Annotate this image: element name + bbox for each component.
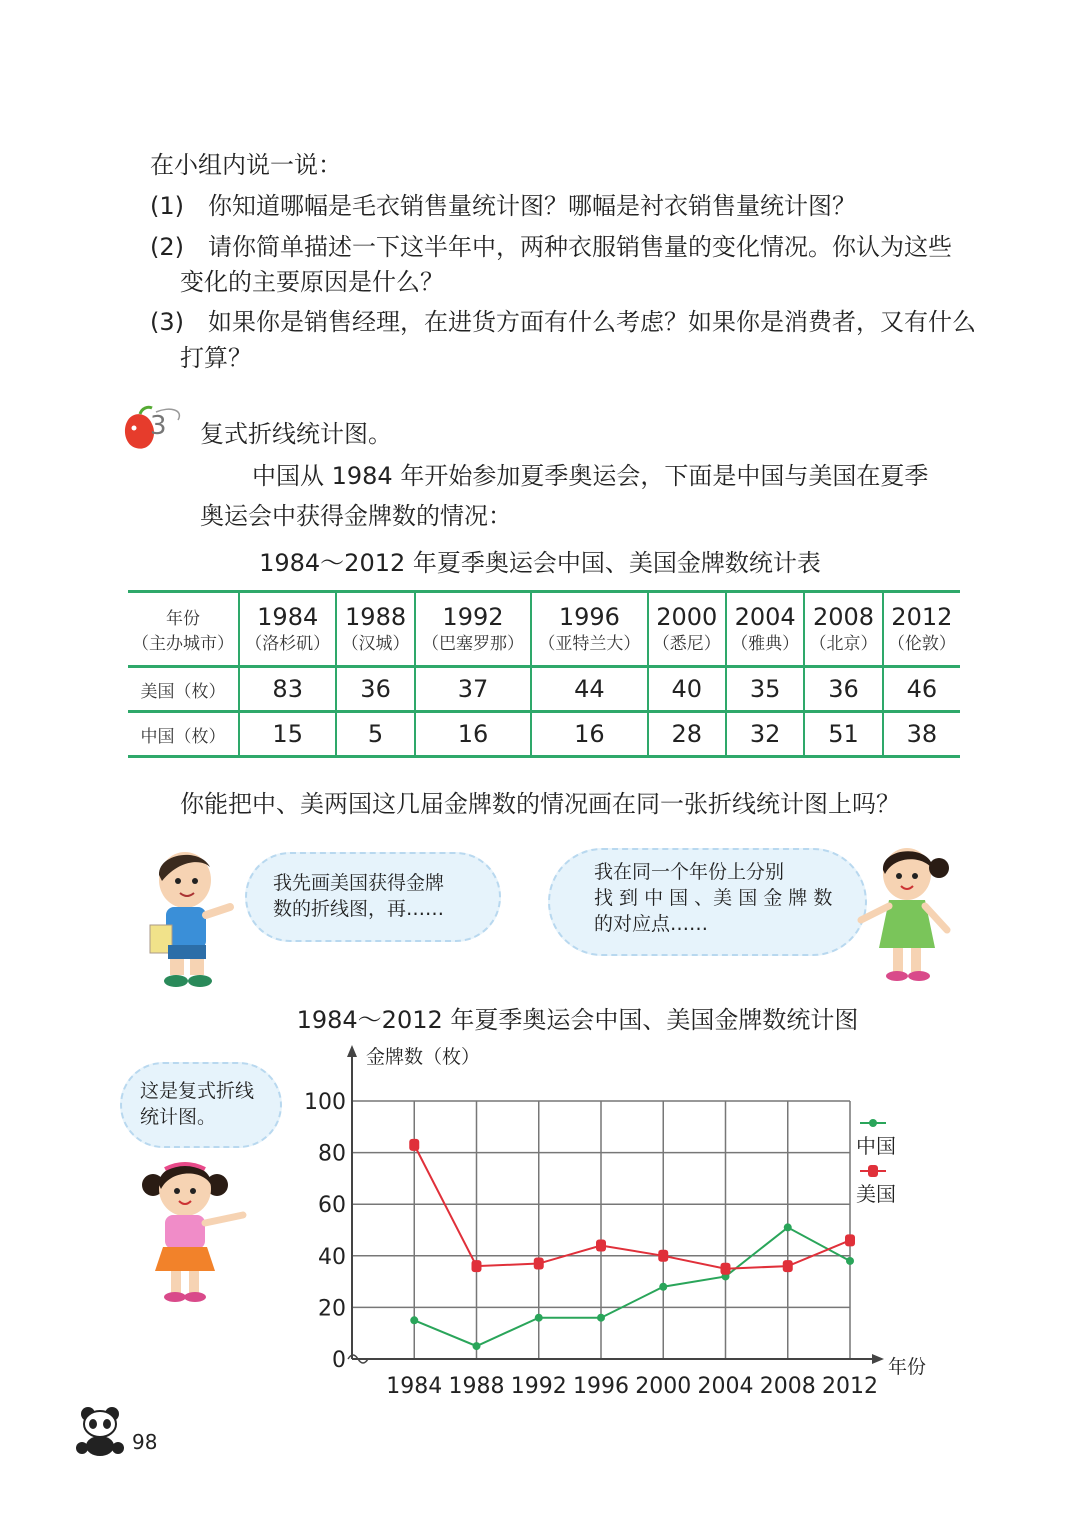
table-header-row (128, 592, 960, 667)
data-point-usa (534, 1258, 544, 1270)
boy-speech-line-1: 我先画美国获得金牌 (273, 872, 445, 894)
header-cell (804, 592, 882, 667)
china-cell: 5 (336, 712, 414, 757)
header-cell (883, 592, 960, 667)
boy-speech-bubble (245, 852, 501, 942)
x-tick-label: 2000 (635, 1374, 692, 1399)
page-number: 98 (132, 1430, 158, 1454)
row-label-cell (128, 667, 239, 712)
china-cell: 32 (726, 712, 804, 757)
data-point-usa (658, 1250, 668, 1262)
x-axis-arrow (872, 1354, 884, 1364)
chart-ticks (304, 1090, 878, 1399)
girl-speech-line-3: 的对应点…… (594, 913, 709, 935)
section-number: 3 (150, 411, 167, 441)
x-tick-label: 2012 (822, 1374, 878, 1399)
data-point-china (473, 1342, 481, 1350)
year-label: 1992 (442, 603, 504, 631)
y-axis-arrow (347, 1045, 357, 1057)
y-tick-label: 80 (318, 1141, 346, 1167)
question-2 (150, 227, 952, 262)
header-cell (531, 592, 647, 667)
section-number-badge (118, 402, 188, 454)
question-2-text: 请你简单描述一下这半年中，两种衣服销售量的变化情况。你认为这些 (208, 233, 952, 261)
gold-medal-table (128, 590, 960, 758)
header-cell (336, 592, 414, 667)
x-tick-label: 1988 (448, 1374, 505, 1399)
question-3-number: (3) (150, 308, 184, 336)
x-axis-label: 年份 (888, 1356, 927, 1378)
x-tick-label: 1996 (573, 1374, 629, 1399)
girl-speech-bubble (548, 848, 867, 956)
year-label: 2000 (656, 603, 718, 631)
header-label-year: 年份 (166, 609, 200, 629)
girl2-speech-bubble (120, 1062, 282, 1148)
china-cell: 16 (415, 712, 531, 757)
year-label: 1988 (345, 603, 407, 631)
question-3 (150, 302, 976, 337)
header-cell (648, 592, 726, 667)
row-label-china: 中国（枚） (140, 727, 226, 747)
legend-label: 中国 (856, 1134, 896, 1158)
section-title: 复式折线统计图。 (200, 420, 392, 448)
legend-label: 美国 (856, 1182, 896, 1206)
data-point-usa (409, 1139, 419, 1151)
header-cell (239, 592, 336, 667)
x-tick-label: 1992 (510, 1374, 567, 1399)
city-label: （北京） (809, 634, 878, 654)
pointing-girl-illustration (135, 1155, 255, 1305)
year-label: 2008 (812, 603, 875, 631)
year-label: 2012 (891, 603, 953, 631)
usa-cell: 35 (726, 667, 804, 712)
china-cell: 38 (883, 712, 960, 757)
city-label: （伦敦） (887, 634, 956, 654)
boy-illustration (140, 845, 240, 990)
question-1-number: (1) (150, 192, 184, 220)
year-label: 2004 (734, 603, 796, 631)
legend-marker (868, 1165, 878, 1177)
girl-illustration (855, 840, 955, 985)
panda-icon (72, 1402, 128, 1458)
year-label: 1984 (257, 603, 319, 631)
data-point-usa (721, 1263, 731, 1275)
data-point-usa (783, 1260, 793, 1272)
china-cell: 16 (531, 712, 647, 757)
x-tick-label: 2008 (759, 1374, 816, 1399)
question-2-number: (2) (150, 233, 184, 261)
y-axis-label: 金牌数（枚） (366, 1046, 481, 1068)
series-line-china (414, 1227, 850, 1346)
x-tick-label: 2004 (697, 1374, 754, 1399)
data-point-china (846, 1257, 854, 1265)
city-label: （汉城） (341, 634, 410, 654)
china-cell: 15 (239, 712, 336, 757)
usa-cell: 46 (883, 667, 960, 712)
data-point-usa (596, 1239, 606, 1251)
question-1 (150, 186, 856, 221)
boy-speech-line-2: 数的折线图，再…… (273, 898, 445, 920)
data-point-usa (845, 1234, 855, 1246)
data-point-china (410, 1316, 418, 1324)
girl2-speech-line-2: 统计图。 (140, 1106, 217, 1128)
prompt-question: 你能把中、美两国这几届金牌数的情况画在同一张折线统计图上吗？ (180, 790, 900, 818)
table-row-usa (128, 667, 960, 712)
usa-cell: 36 (804, 667, 882, 712)
china-cell: 51 (804, 712, 882, 757)
data-point-china (535, 1314, 543, 1322)
data-point-china (659, 1283, 667, 1291)
question-2-cont: 变化的主要原因是什么？ (180, 268, 444, 296)
usa-cell: 40 (648, 667, 726, 712)
header-label-cell (128, 592, 239, 667)
row-label-cell (128, 712, 239, 757)
city-label: （巴塞罗那） (421, 634, 524, 654)
question-3-cont: 打算？ (180, 344, 252, 372)
legend-marker (869, 1119, 877, 1127)
city-label: （雅典） (731, 634, 800, 654)
data-point-china (597, 1314, 605, 1322)
section-paragraph: 中国从 1984 年开始参加夏季奥运会，下面是中国与美国在夏季 (252, 462, 929, 490)
y-tick-label: 40 (318, 1244, 346, 1270)
chart-title: 1984～2012 年夏季奥运会中国、美国金牌数统计图 (296, 1006, 859, 1034)
header-cell (726, 592, 804, 667)
row-label-usa: 美国（枚） (140, 682, 226, 702)
header-cell (415, 592, 531, 667)
discussion-intro: 在小组内说一说： (150, 151, 342, 179)
y-tick-label: 0 (332, 1348, 346, 1373)
china-cell: 28 (648, 712, 726, 757)
city-label: （亚特兰大） (538, 634, 641, 654)
girl-speech-line-2: 找 到 中 国 、美 国 金 牌 数 (594, 887, 833, 909)
chart-legend (856, 1119, 896, 1206)
usa-cell: 83 (239, 667, 336, 712)
header-label-city: （主办城市） (132, 634, 234, 654)
series-line-usa (414, 1145, 850, 1269)
y-tick-label: 60 (318, 1193, 346, 1219)
data-point-usa (472, 1260, 482, 1272)
x-tick-label: 1984 (386, 1374, 443, 1399)
y-tick-label: 100 (304, 1090, 346, 1115)
girl2-speech-line-1: 这是复式折线 (140, 1080, 255, 1102)
y-tick-label: 20 (318, 1296, 346, 1322)
girl-speech-line-1: 我在同一个年份上分别 (594, 861, 785, 883)
table-title: 1984～2012 年夏季奥运会中国、美国金牌数统计表 (259, 549, 821, 577)
section-paragraph-cont: 奥运会中获得金牌数的情况： (200, 502, 512, 530)
usa-cell: 37 (415, 667, 531, 712)
question-1-text: 你知道哪幅是毛衣销售量统计图？哪幅是衬衣销售量统计图？ (208, 192, 856, 220)
year-label: 1996 (558, 603, 620, 631)
line-chart (290, 1035, 990, 1405)
table-row-china (128, 712, 960, 757)
data-point-china (784, 1223, 792, 1231)
city-label: （悉尼） (652, 634, 721, 654)
usa-cell: 44 (531, 667, 647, 712)
usa-cell: 36 (336, 667, 414, 712)
question-3-text: 如果你是销售经理，在进货方面有什么考虑？如果你是消费者，又有什么 (208, 308, 976, 336)
city-label: （洛杉矶） (245, 634, 331, 654)
